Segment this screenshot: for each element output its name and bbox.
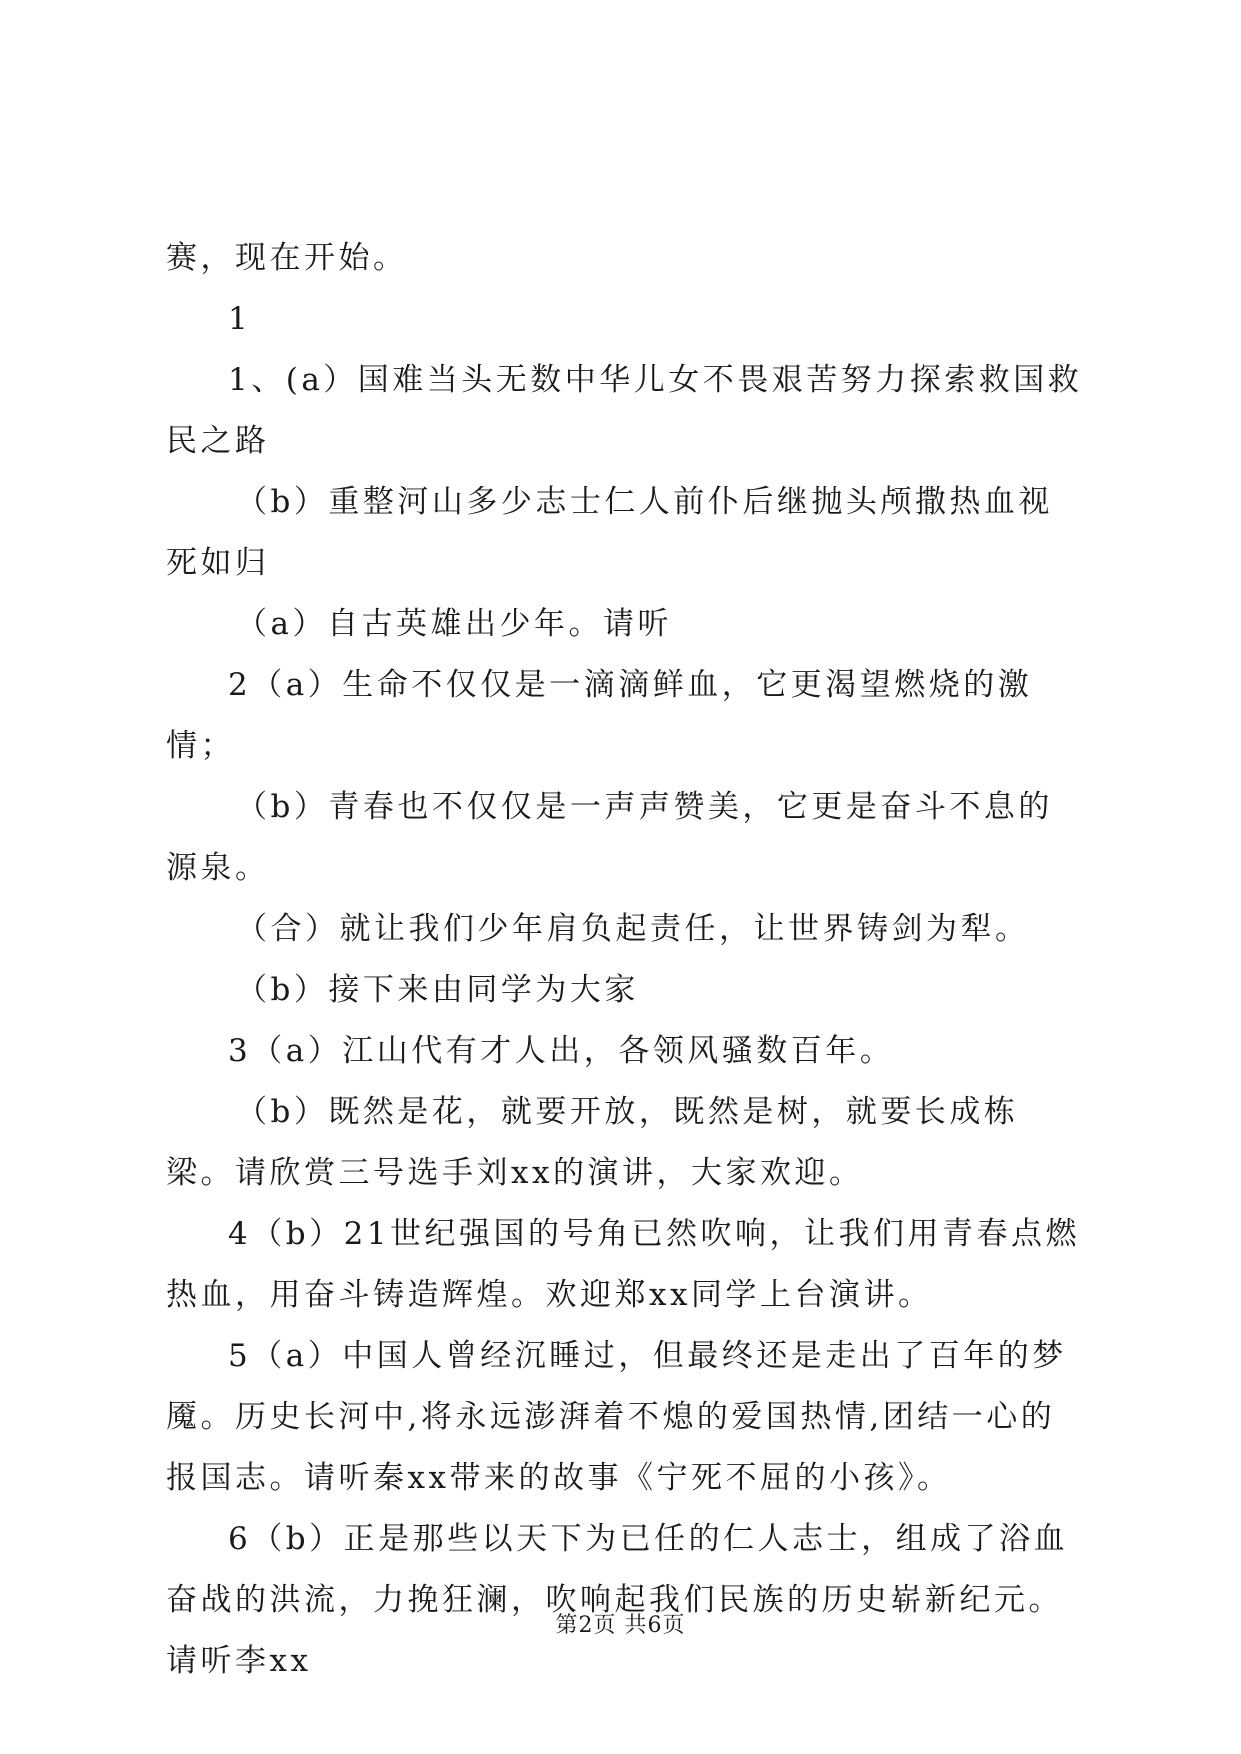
paragraph-1a-intro: （a）自古英雄出少年。请听 [236, 606, 672, 642]
paragraph-3a: 3（a）江山代有才人出，各领风骚数百年。 [228, 1033, 895, 1069]
paragraph-6b: 6（b）正是那些以天下为已任的仁人志士，组成了浴血奋战的洪流，力挽狂澜，吹响起我们民族的历史崭新纪元。请听李xx [166, 1521, 1069, 1679]
paragraph-continuation: 赛，现在开始。 [166, 240, 408, 276]
paragraph-1b: （b）重整河山多少志士仁人前仆后继抛头颅撒热血视死如归 [166, 484, 1053, 581]
paragraph-3b: （b）既然是花，就要开放，既然是树，就要长成栋梁。请欣赏三号选手刘xx的演讲，大家欢迎。 [166, 1094, 1019, 1191]
paragraph-2a: 2（a）生命不仅仅是一滴滴鲜血，它更渴望燃烧的激情； [166, 667, 1033, 764]
paragraph-2-together: （合）就让我们少年肩负起责任，让世界铸剑为犁。 [236, 911, 1030, 947]
paragraph-1a: 1、(a）国难当头无数中华儿女不畏艰苦努力探索救国救民之路 [166, 362, 1083, 459]
paragraph-section-number: 1 [228, 301, 252, 337]
paragraph-2b-intro: （b）接下来由同学为大家 [236, 972, 639, 1008]
paragraph-4b: 4（b）21世纪强国的号角已然吹响，让我们用青春点燃热血，用奋斗铸造辉煌。欢迎郑xx同学上台演讲。 [166, 1216, 1081, 1313]
paragraph-5a: 5（a）中国人曾经沉睡过，但最终还是走出了百年的梦魇。历史长河中,将永远澎湃着不熄的爱国热情,团结一心的报国志。请听秦xx带来的故事《宁死不屈的小孩》。 [166, 1338, 1067, 1496]
body-text [166, 228, 1086, 1692]
paragraph-2b: （b）青春也不仅仅是一声声赞美，它更是奋斗不息的源泉。 [166, 789, 1053, 886]
page-footer: 第2页 共6页 [555, 1613, 686, 1638]
